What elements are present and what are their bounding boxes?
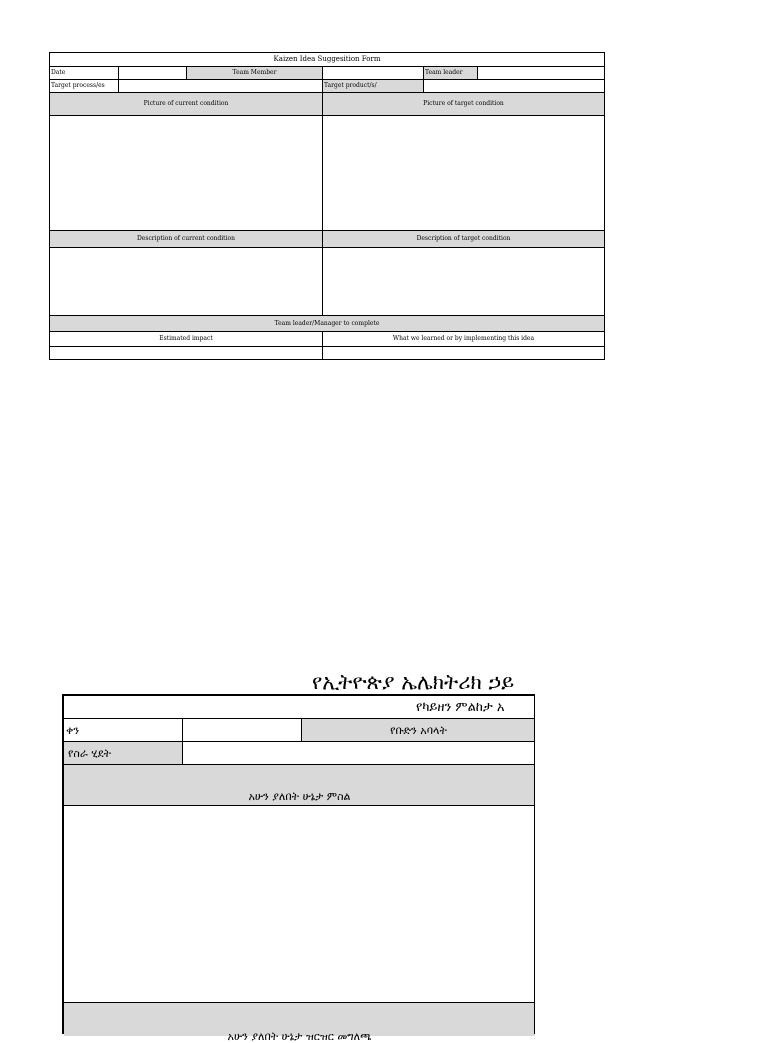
estimated-impact-header: Estimated impact [159, 335, 213, 342]
divider [118, 67, 119, 92]
target-process-label: Target process/es [51, 82, 105, 89]
kaizen-form-amharic [62, 694, 535, 1043]
target-process-field[interactable] [119, 80, 322, 92]
learned-header: What we learned or by implementing this idea [392, 335, 535, 342]
learned-field[interactable] [323, 347, 604, 359]
target-product-label: Target product/s/ [323, 80, 424, 92]
picture-target-area[interactable] [323, 116, 604, 230]
description-current-header: Description of current condition [50, 231, 322, 247]
team-leader-complete-header: Team leader/Manager to complete [50, 316, 604, 331]
team-members-label: የቡድን አባላት [302, 719, 535, 741]
divider [477, 67, 478, 79]
picture-target-header: Picture of target condition [323, 93, 604, 115]
divider [322, 80, 323, 316]
target-product-field[interactable] [424, 80, 604, 92]
current-description-label: አሁን ያለበት ሁኔታ ዝርዝር መግለጫ [227, 1030, 372, 1043]
date-field[interactable] [183, 719, 301, 741]
date-field[interactable] [119, 67, 187, 79]
divider [423, 67, 424, 79]
form-subtitle: የካይዘን ምልከታ አ [416, 699, 505, 715]
divider [182, 719, 183, 764]
description-target-header: Description of target condition [323, 231, 604, 247]
work-process-field[interactable] [183, 742, 535, 764]
team-leader-field[interactable] [478, 67, 604, 79]
form-title: Kaizen Idea Suggesition Form [273, 55, 381, 63]
picture-current-header: Picture of current condition [50, 93, 322, 115]
description-current-area[interactable] [50, 248, 322, 315]
kaizen-form-english [49, 52, 605, 360]
company-title: የኢትዮጵያ ኤሌክትሪክ ኃይ [312, 670, 515, 694]
current-description-header [64, 1003, 535, 1043]
date-label: Date [51, 69, 66, 76]
team-member-label: Team Member [187, 67, 322, 79]
picture-current-area[interactable] [50, 116, 322, 230]
description-target-area[interactable] [323, 248, 604, 315]
divider [186, 67, 187, 79]
divider [322, 332, 323, 360]
team-leader-label: Team leader [424, 67, 478, 79]
date-label: ቀን [66, 723, 80, 737]
team-member-field[interactable] [323, 67, 424, 79]
current-picture-area[interactable] [64, 806, 535, 1002]
divider [423, 80, 424, 92]
divider [322, 67, 323, 79]
divider [301, 719, 302, 741]
divider [534, 696, 535, 1034]
estimated-impact-field[interactable] [50, 347, 322, 359]
work-process-label: የስራ ሂደት [64, 742, 182, 764]
current-picture-header: አሁን ያለበት ሁኔታ ምስል [64, 765, 535, 805]
